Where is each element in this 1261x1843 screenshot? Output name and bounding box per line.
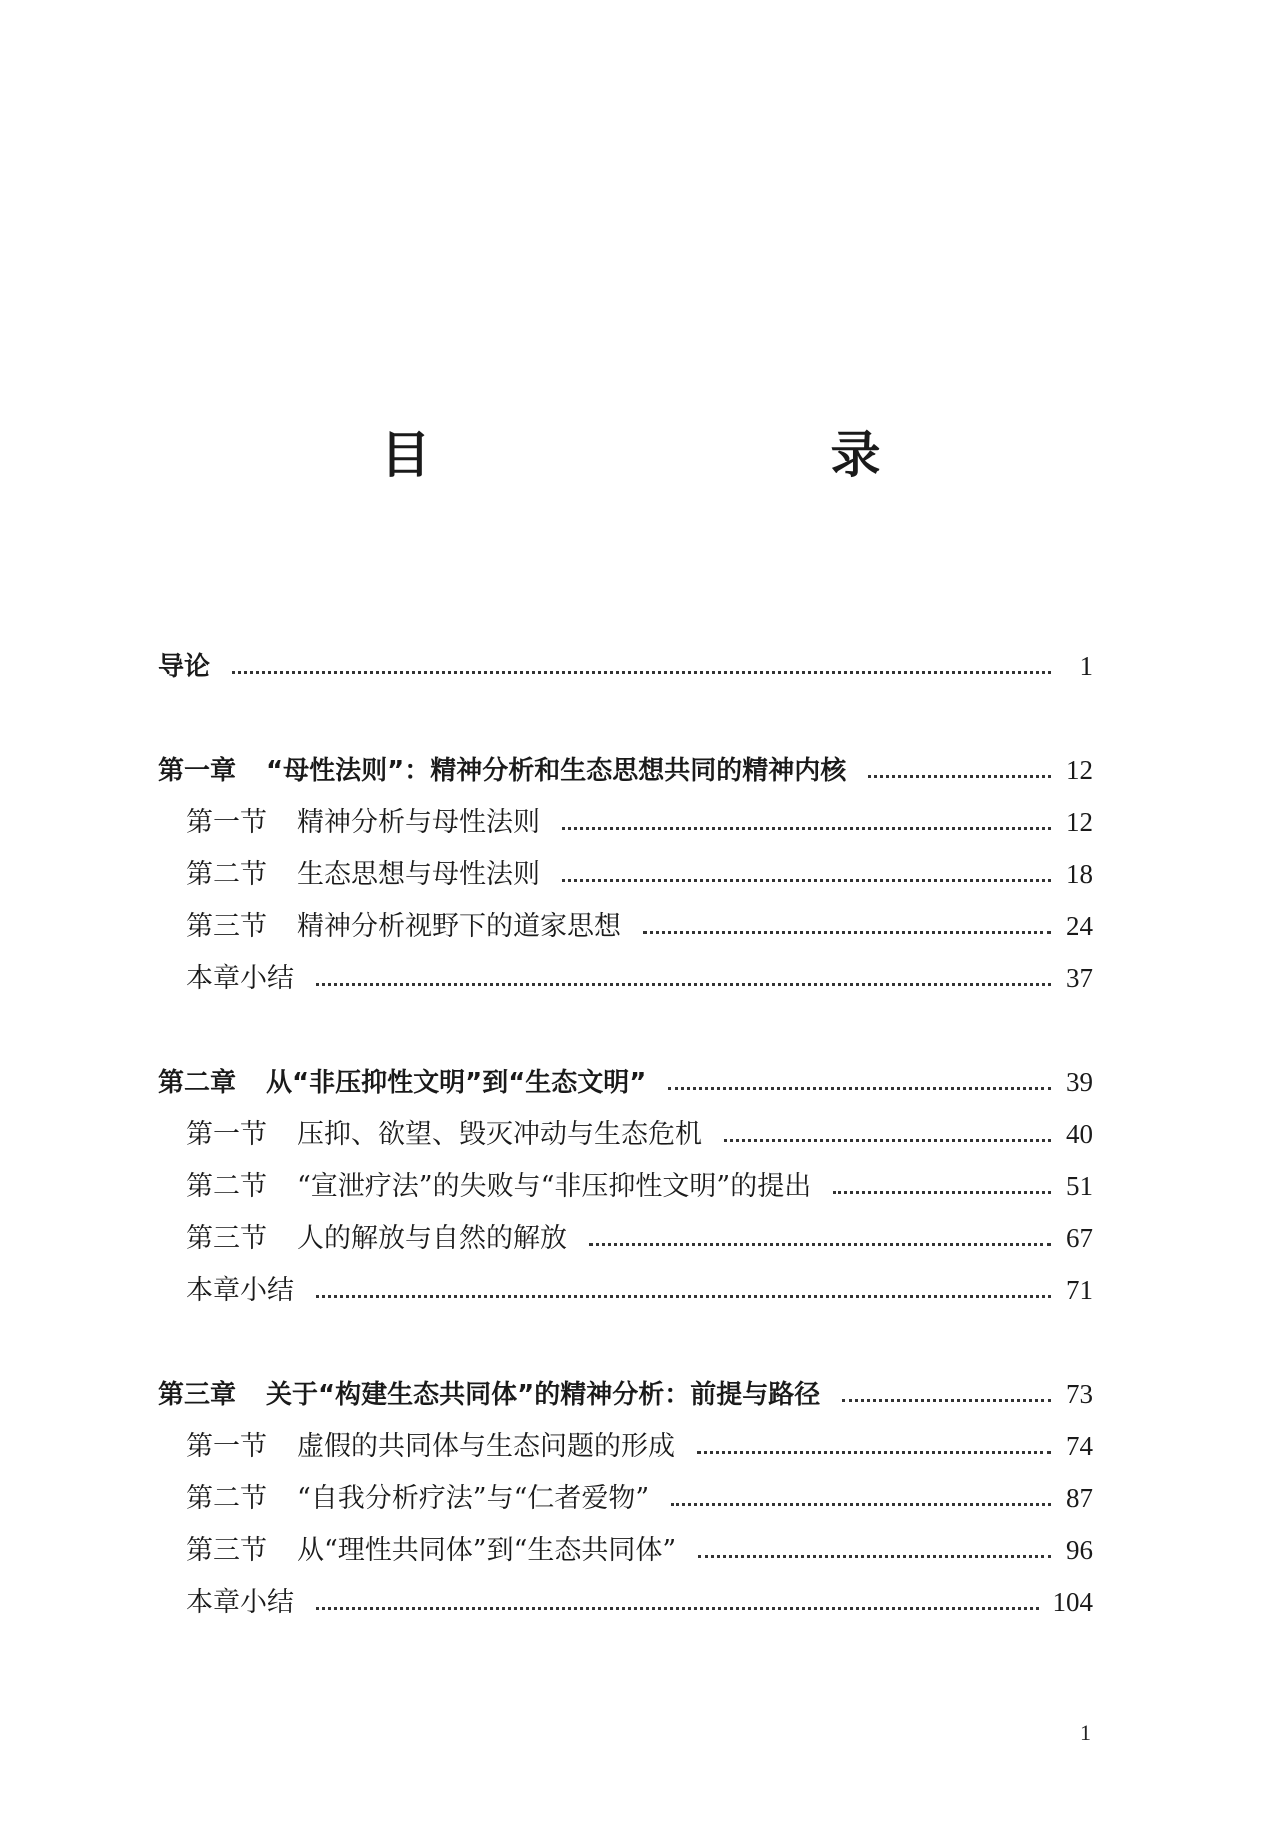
toc-section-1-summary[interactable] [158, 952, 1093, 1004]
dot-leader [671, 1503, 1051, 1506]
toc-page-number: 12 [1066, 807, 1093, 837]
toc-page-number: 39 [1066, 1067, 1093, 1097]
toc-page-number: 51 [1066, 1171, 1093, 1201]
toc-section-1-3[interactable] [158, 900, 1093, 952]
toc-entry-intro[interactable] [158, 640, 1093, 692]
section-title: 精神分析视野下的道家思想 [297, 911, 621, 942]
section-number: 第三节 [186, 1535, 267, 1566]
section-title: 从“理性共同体”到“生态共同体” [297, 1535, 677, 1566]
section-title: “自我分析疗法”与“仁者爱物” [297, 1483, 650, 1514]
toc-page-number: 12 [1066, 755, 1093, 785]
section-number: 第二节 [186, 1171, 267, 1202]
toc-section-2-summary[interactable] [158, 1264, 1093, 1316]
section-title: 压抑、欲望、毁灭冲动与生态危机 [297, 1119, 702, 1150]
section-number: 第三节 [186, 911, 267, 942]
toc-section-3-1[interactable] [158, 1420, 1093, 1472]
dot-leader [316, 1295, 1051, 1298]
dot-leader [833, 1191, 1051, 1194]
chapter-number: 第三章 [158, 1380, 237, 1410]
dot-leader [316, 983, 1051, 986]
section-title: 本章小结 [186, 1275, 294, 1306]
dot-leader [562, 827, 1051, 830]
toc-page-number: 87 [1066, 1483, 1093, 1513]
toc-section-3-3[interactable] [158, 1524, 1093, 1576]
toc-page-number: 18 [1066, 859, 1093, 889]
toc-page-number: 1 [1079, 651, 1093, 681]
section-number: 第一节 [186, 1431, 267, 1462]
toc-page-number: 71 [1066, 1275, 1093, 1305]
page-title: 目 录 [380, 426, 981, 484]
table-of-contents [158, 640, 1093, 1628]
section-title: 本章小结 [186, 1587, 294, 1618]
section-number: 第一节 [186, 807, 267, 838]
toc-section-1-2[interactable] [158, 848, 1093, 900]
section-title: 虚假的共同体与生态问题的形成 [297, 1431, 675, 1462]
toc-entry-label: 导论 [158, 652, 211, 682]
page-number: 1 [1080, 1720, 1091, 1745]
section-title: 本章小结 [186, 963, 294, 994]
toc-chapter-1[interactable] [158, 744, 1093, 796]
toc-page-number: 96 [1066, 1535, 1093, 1565]
spacer [158, 1004, 1093, 1056]
dot-leader [697, 1451, 1051, 1454]
toc-page-number: 24 [1066, 911, 1093, 941]
chapter-number: 第一章 [158, 756, 237, 786]
toc-section-3-summary[interactable] [158, 1576, 1093, 1628]
dot-leader [668, 1087, 1051, 1090]
toc-section-1-1[interactable] [158, 796, 1093, 848]
section-number: 第三节 [186, 1223, 267, 1254]
dot-leader [698, 1555, 1051, 1558]
toc-page-number: 73 [1066, 1379, 1093, 1409]
toc-page-number: 74 [1066, 1431, 1093, 1461]
section-title: 生态思想与母性法则 [297, 859, 540, 890]
toc-section-2-1[interactable] [158, 1108, 1093, 1160]
section-number: 第二节 [186, 1483, 267, 1514]
toc-chapter-2[interactable] [158, 1056, 1093, 1108]
section-title: 精神分析与母性法则 [297, 807, 540, 838]
dot-leader [589, 1243, 1051, 1246]
dot-leader [316, 1607, 1039, 1610]
dot-leader [868, 775, 1051, 778]
spacer [158, 692, 1093, 744]
dot-leader [724, 1139, 1051, 1142]
toc-section-2-2[interactable] [158, 1160, 1093, 1212]
toc-section-2-3[interactable] [158, 1212, 1093, 1264]
chapter-number: 第二章 [158, 1068, 237, 1098]
section-number: 第一节 [186, 1119, 267, 1150]
section-title: 人的解放与自然的解放 [297, 1223, 567, 1254]
spacer [158, 1316, 1093, 1368]
toc-page-number: 67 [1066, 1223, 1093, 1253]
toc-chapter-3[interactable] [158, 1368, 1093, 1420]
toc-page-number: 37 [1066, 963, 1093, 993]
toc-section-3-2[interactable] [158, 1472, 1093, 1524]
chapter-title: “母性法则”：精神分析和生态思想共同的精神内核 [266, 756, 847, 786]
toc-page-number: 40 [1066, 1119, 1093, 1149]
toc-page-number: 104 [1052, 1587, 1093, 1617]
section-title: “宣泄疗法”的失败与“非压抑性文明”的提出 [297, 1171, 812, 1202]
dot-leader [842, 1399, 1051, 1402]
dot-leader [232, 671, 1051, 674]
chapter-title: 关于“构建生态共同体”的精神分析：前提与路径 [266, 1380, 821, 1410]
section-number: 第二节 [186, 859, 267, 890]
chapter-title: 从“非压抑性文明”到“生态文明” [266, 1068, 647, 1098]
dot-leader [562, 879, 1051, 882]
dot-leader [643, 931, 1051, 934]
